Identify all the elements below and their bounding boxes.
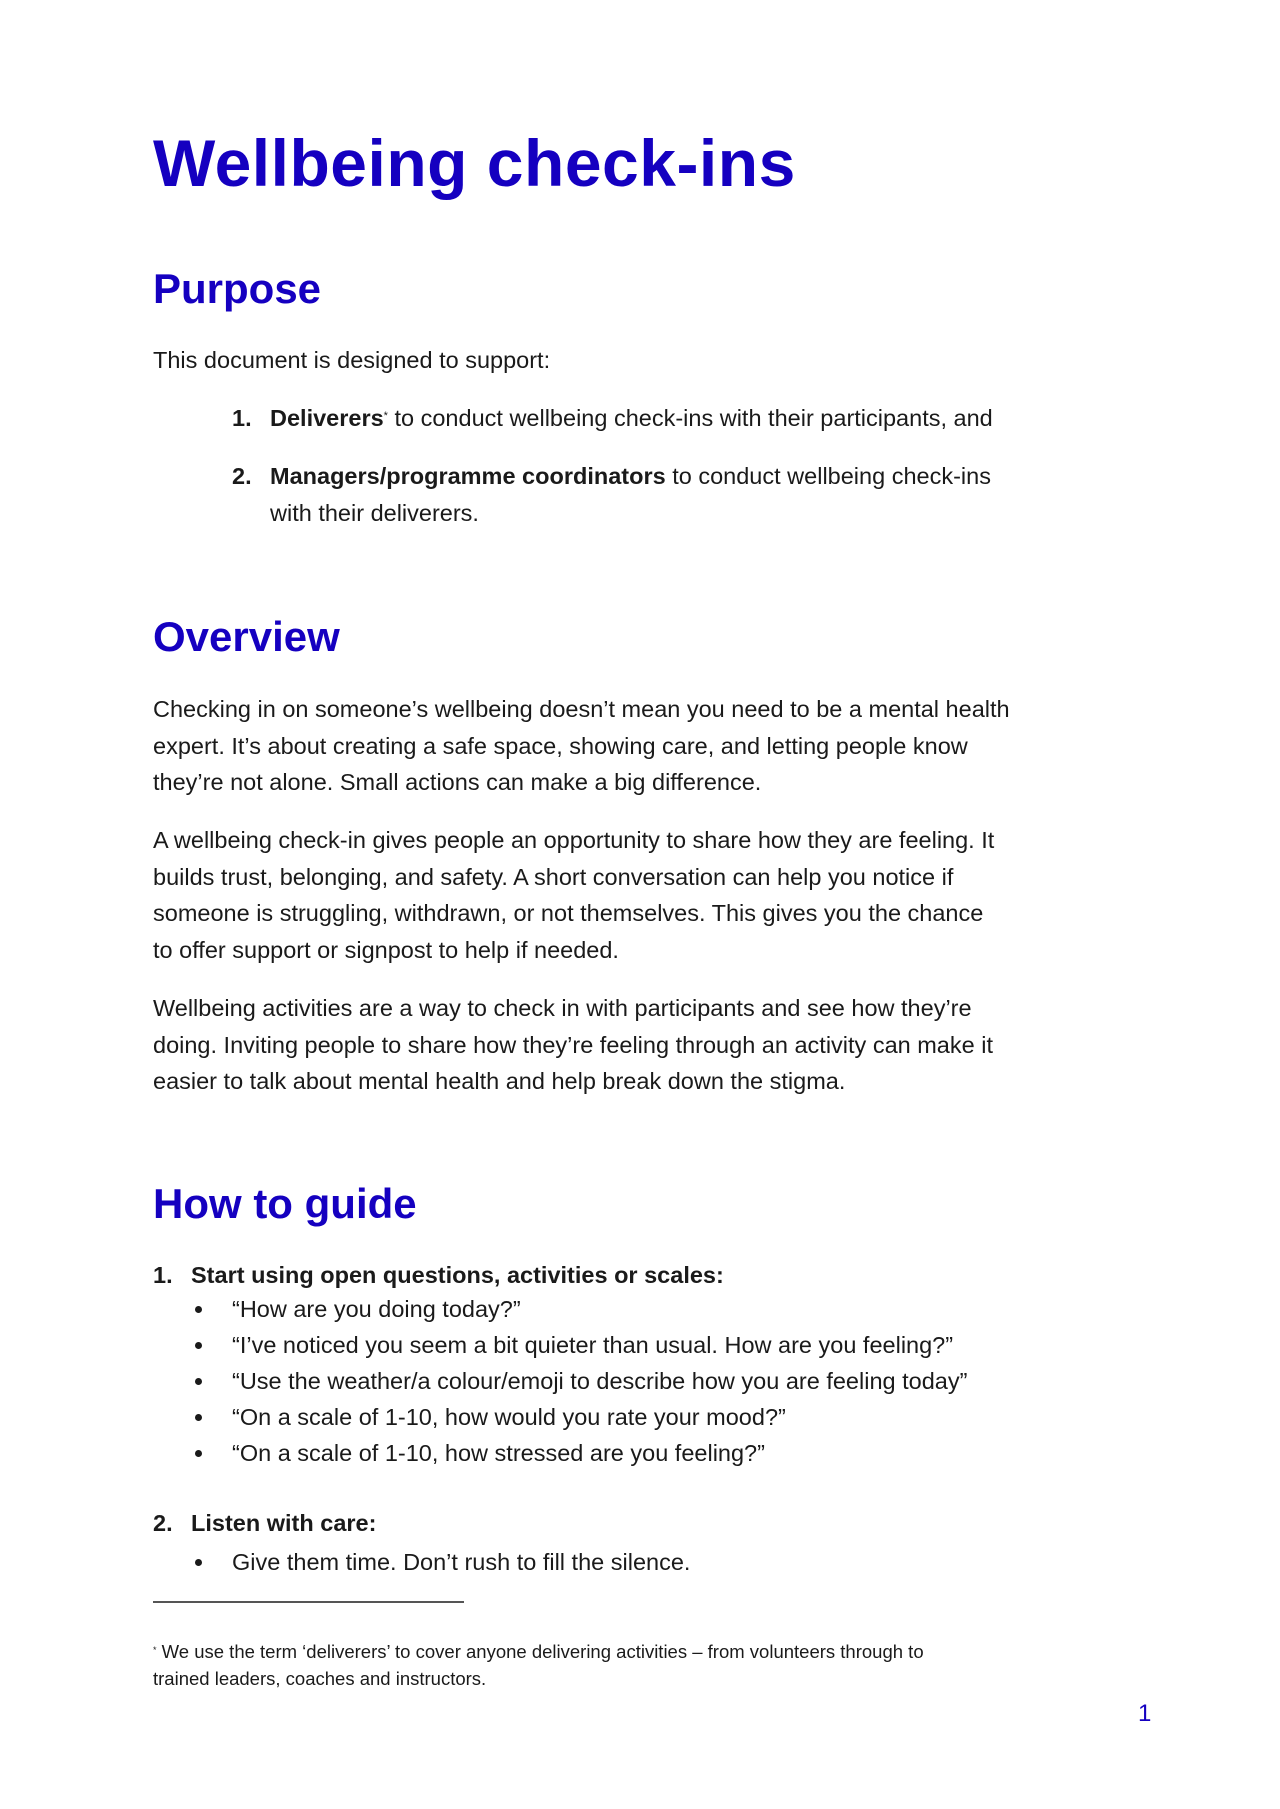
list-bold-term: Deliverers: [270, 405, 384, 431]
step-number: 2.: [153, 1510, 173, 1536]
overview-paragraph-2: [153, 822, 1143, 968]
text-line: doing. Inviting people to share how they’re feeling through an activity can make it: [153, 1031, 993, 1058]
footnote-mark: *: [153, 1645, 157, 1655]
guide-step-2: [153, 1505, 1053, 1542]
list-body: to conduct wellbeing check-ins: [665, 463, 991, 489]
footnote-text: We use the term ‘deliverers’ to cover anyone delivering activities – from volunteers through to: [156, 1641, 924, 1662]
section-heading-overview: Overview: [153, 613, 340, 660]
step-number: 1.: [153, 1262, 173, 1288]
guide-step-1: [153, 1257, 1053, 1294]
step-title: Start using open questions, activities or scales:: [191, 1262, 724, 1288]
list-text: [270, 400, 993, 437]
bullet-text: “I’ve noticed you seem a bit quieter than usual. How are you feeling?”: [232, 1332, 954, 1358]
text-line: Checking in on someone’s wellbeing doesn’t mean you need to be a mental health: [153, 696, 1010, 722]
text-line: A wellbeing check-in gives people an opportunity to share how they are feeling. It: [153, 827, 995, 853]
list-number: 1.: [232, 405, 252, 431]
text-line: easier to talk about mental health and help break down the stigma.: [153, 1068, 846, 1094]
section-heading-how-to-guide: How to guide: [153, 1180, 417, 1227]
text-line: expert. It’s about creating a safe space, showing care, and letting people know: [153, 732, 968, 759]
text-line: someone is struggling, withdrawn, or not themselves. This gives you the chance: [153, 900, 984, 926]
step-title: Listen with care:: [191, 1510, 377, 1536]
bullet-text: “On a scale of 1-10, how would you rate your mood?”: [232, 1404, 786, 1430]
overview-paragraph-3: [153, 990, 1143, 1100]
section-heading-purpose: Purpose: [153, 265, 322, 312]
overview-paragraph-1: [153, 691, 1143, 801]
bullet-text: “On a scale of 1-10, how stressed are you feeling?”: [232, 1440, 765, 1466]
footnote-separator: [153, 1601, 464, 1603]
text-line: Wellbeing activities are a way to check in with participants and see how they’re: [153, 995, 972, 1021]
page-title: Wellbeing check-ins: [153, 126, 796, 200]
footnote-line: [153, 1638, 1133, 1665]
bullet-icon: [195, 1559, 202, 1566]
bullet-icon: [195, 1450, 202, 1457]
bullet-icon: [195, 1414, 202, 1421]
text-line: they’re not alone. Small actions can make a big difference.: [153, 769, 762, 795]
bullet-text: “How are you doing today?”: [232, 1296, 521, 1322]
purpose-item-deliverers: [232, 400, 1132, 437]
bullet-text: “Use the weather/a colour/emoji to describe how you are feeling today”: [232, 1368, 968, 1394]
purpose-item-managers: [232, 458, 1132, 532]
bullet-icon: [195, 1306, 202, 1313]
footnote: [153, 1638, 1133, 1692]
list-body-continued: with their deliverers.: [270, 500, 479, 526]
list-number: 2.: [232, 463, 252, 489]
bullet-text: Give them time. Don’t rush to fill the silence.: [232, 1549, 691, 1575]
text-line: to offer support or signpost to help if needed.: [153, 936, 619, 963]
list-text: [270, 458, 991, 495]
text-line: builds trust, belonging, and safety. A short conversation can help you notice if: [153, 863, 954, 890]
list-bold-term: Managers/programme coordinators: [270, 463, 666, 489]
bullet-icon: [195, 1378, 202, 1385]
bullet-icon: [195, 1342, 202, 1349]
list-body: to conduct wellbeing check-ins with their participants, and: [387, 405, 993, 431]
footnote-reference[interactable]: *: [383, 410, 388, 422]
purpose-intro: This document is designed to support:: [153, 347, 551, 373]
page-number: 1: [1138, 1700, 1152, 1727]
footnote-line: trained leaders, coaches and instructors.: [153, 1668, 487, 1689]
